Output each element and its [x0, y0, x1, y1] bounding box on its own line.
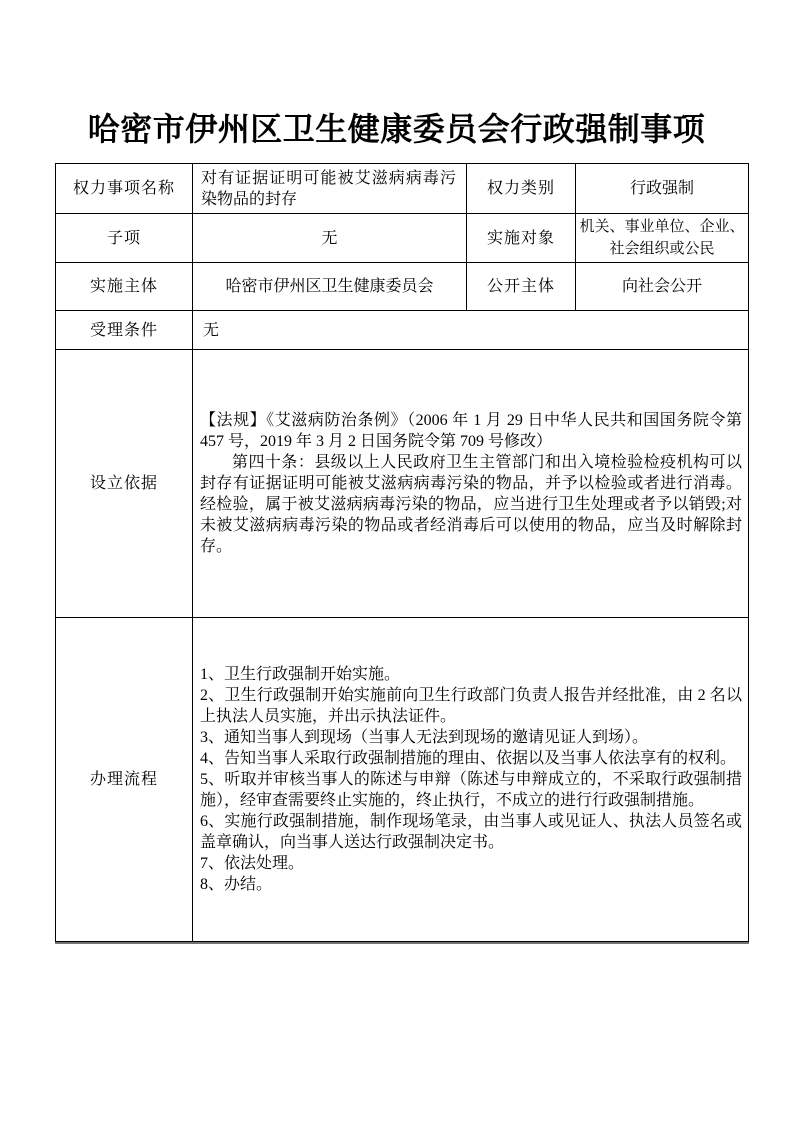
power-category-label: 权力类别 [467, 164, 576, 214]
subitem-value: 无 [193, 214, 467, 263]
process-step: 2、卫生行政强制开始实施前向卫生行政部门负责人报告并经批准，由 2 名以上执法人员实施，并出示执法证件。 [200, 687, 742, 725]
process-step: 5、听取并审核当事人的陈述与申辩（陈述与申辩成立的，不采取行政强制措施），经审查需要终止实施的，终止执行，不成立的进行行政强制措施。 [200, 771, 742, 809]
process-step: 6、实施行政强制措施，制作现场笔录，由当事人或见证人、执法人员签名或盖章确认，向当事人送达行政强制决定书。 [200, 813, 742, 851]
process-step: 3、通知当事人到现场（当事人无法到现场的邀请见证人到场）。 [200, 729, 649, 746]
document-title: 哈密市伊州区卫生健康委员会行政强制事项 [87, 111, 706, 147]
acceptance-condition-label: 受理条件 [56, 311, 193, 350]
legal-basis-content [193, 350, 749, 618]
power-item-name-label: 权力事项名称 [56, 164, 193, 214]
power-item-name-value: 对有证据证明可能被艾滋病病毒污染物品的封存 [193, 164, 467, 214]
implementer-label: 实施主体 [56, 263, 193, 311]
table-row-process [56, 618, 749, 942]
implementation-target-value: 机关、事业单位、企业、社会组织或公民 [576, 214, 749, 263]
implementer-value: 哈密市伊州区卫生健康委员会 [193, 263, 467, 311]
process-step: 4、告知当事人采取行政强制措施的理由、依据以及当事人依法享有的权利。 [200, 750, 737, 767]
disclosure-subject-value: 向社会公开 [576, 263, 749, 311]
enforcement-table [55, 163, 749, 942]
table-row-power-item [56, 164, 749, 214]
table-row-legal-basis [56, 350, 749, 618]
legal-basis-paragraph: 第四十条：县级以上人民政府卫生主管部门和出入境检验检疫机构可以封存有证据证明可能被艾滋病病毒污染的物品，并予以检验或者进行消毒。经检验，属于被艾滋病病毒污染的物品，应当进行卫生处理或者予以销毁;对未被艾滋病病毒污染的物品或者经消毒后可以使用的物品，应当及时解除封存。 [200, 454, 742, 555]
table-row-acceptance-condition [56, 311, 749, 350]
acceptance-condition-value: 无 [193, 311, 749, 350]
table-row-subitem [56, 214, 749, 263]
process-step: 8、办结。 [200, 876, 273, 893]
disclosure-subject-label: 公开主体 [467, 263, 576, 311]
table-row-implementer [56, 263, 749, 311]
legal-basis-label: 设立依据 [56, 350, 193, 618]
power-category-value: 行政强制 [576, 164, 749, 214]
process-step: 1、卫生行政强制开始实施。 [200, 666, 401, 683]
process-label: 办理流程 [56, 618, 193, 942]
implementation-target-label: 实施对象 [467, 214, 576, 263]
process-step: 7、依法处理。 [200, 855, 305, 872]
subitem-label: 子项 [56, 214, 193, 263]
process-content [193, 618, 749, 942]
legal-basis-paragraph: 【法规】《艾滋病防治条例》（2006 年 1 月 29 日中华人民共和国国务院令第 457 号，2019 年 3 月 2 日国务院令第 709 号修改） [200, 412, 742, 450]
legal-basis-paragraphs [200, 410, 742, 557]
process-steps [200, 664, 742, 895]
